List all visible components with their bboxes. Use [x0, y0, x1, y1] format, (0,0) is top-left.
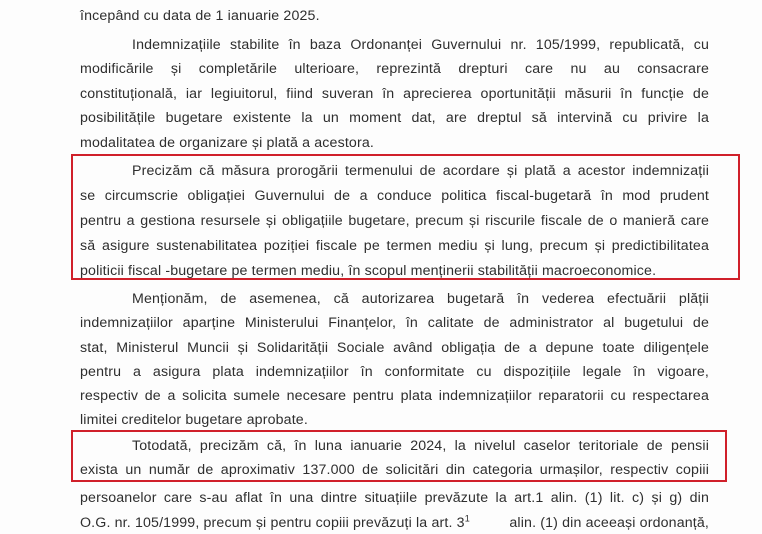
text-line: începând cu data de 1 ianuarie 2025.	[80, 8, 320, 24]
text-fragment: alin. (1) din aceeași ordonanță,	[509, 515, 709, 531]
text-line: modificările și completările ulterioare, reprezintă drepturi care nu au consacrare	[80, 61, 709, 77]
text-line-with-superscript	[80, 513, 709, 533]
text-line: să asigure sustenabilitatea poziției fiscale pe termen mediu și lung, precum și predictibilitatea	[80, 238, 709, 254]
text-line: exista un număr de aproximativ 137.000 de solicitări din categoria urmașilor, respectiv copiii	[80, 462, 709, 478]
text-line: Totodată, precizăm că, în luna ianuarie 2024, la nivelul caselor teritoriale de pensii	[132, 438, 709, 454]
text-line: pentru a gestiona resursele și obligațiile bugetare, precum și riscurile fiscale de o manieră care	[80, 213, 709, 229]
text-line: stat, Ministerul Muncii și Solidarității Sociale având obligația de a depune toate diligențele	[80, 340, 709, 356]
text-line: Menționăm, de asemenea, că autorizarea bugetară în vederea efectuării plății	[132, 291, 709, 307]
text-line: constituțională, iar legiuitorul, fiind suveran în aprecierea oportunității măsurii în funcție de	[80, 86, 709, 102]
text-line: posibilitățile bugetare existente la un moment dat, are dreptul să intervină cu privire la	[80, 110, 709, 126]
text-line: se circumscrie obligației Guvernului de a conduce politica fiscal-bugetară în mod prudent	[80, 188, 709, 204]
text-line: persoanelor care s-au aflat în una dintre situațiile prevăzute la art.1 alin. (1) lit. c) și g) din	[80, 490, 709, 506]
highlight-box-prudent-policy	[71, 154, 740, 280]
highlight-box-applications-count	[71, 430, 727, 482]
text-line: indemnizațiilor aparține Ministerului Finanțelor, în calitate de administrator al bugetului de	[80, 315, 709, 331]
text-line: modalitatea de organizare și plată a acestora.	[80, 135, 374, 151]
text-fragment: O.G. nr. 105/1999, precum și pentru copiii prevăzuți la art. 3	[80, 515, 465, 531]
text-line: Precizăm că măsura prorogării termenului de acordare și plată a acestor indemnizații	[132, 163, 709, 179]
text-line: limitei creditelor bugetare aprobate.	[80, 412, 308, 428]
text-line: pentru a asigura plata indemnizațiilor în conformitate cu dispozițiile legale în vigoare,	[80, 364, 709, 380]
superscript: 1	[464, 513, 470, 524]
text-line: respectiv de a solicita sumele necesare pentru plata indemnizațiilor reparatorii cu respectarea	[80, 388, 709, 404]
text-line: Indemnizațiile stabilite în baza Ordonanței Guvernului nr. 105/1999, republicată, cu	[132, 37, 709, 53]
text-line: politicii fiscal -bugetare pe termen mediu, în scopul menținerii stabilității macroeconomice.	[80, 263, 657, 279]
